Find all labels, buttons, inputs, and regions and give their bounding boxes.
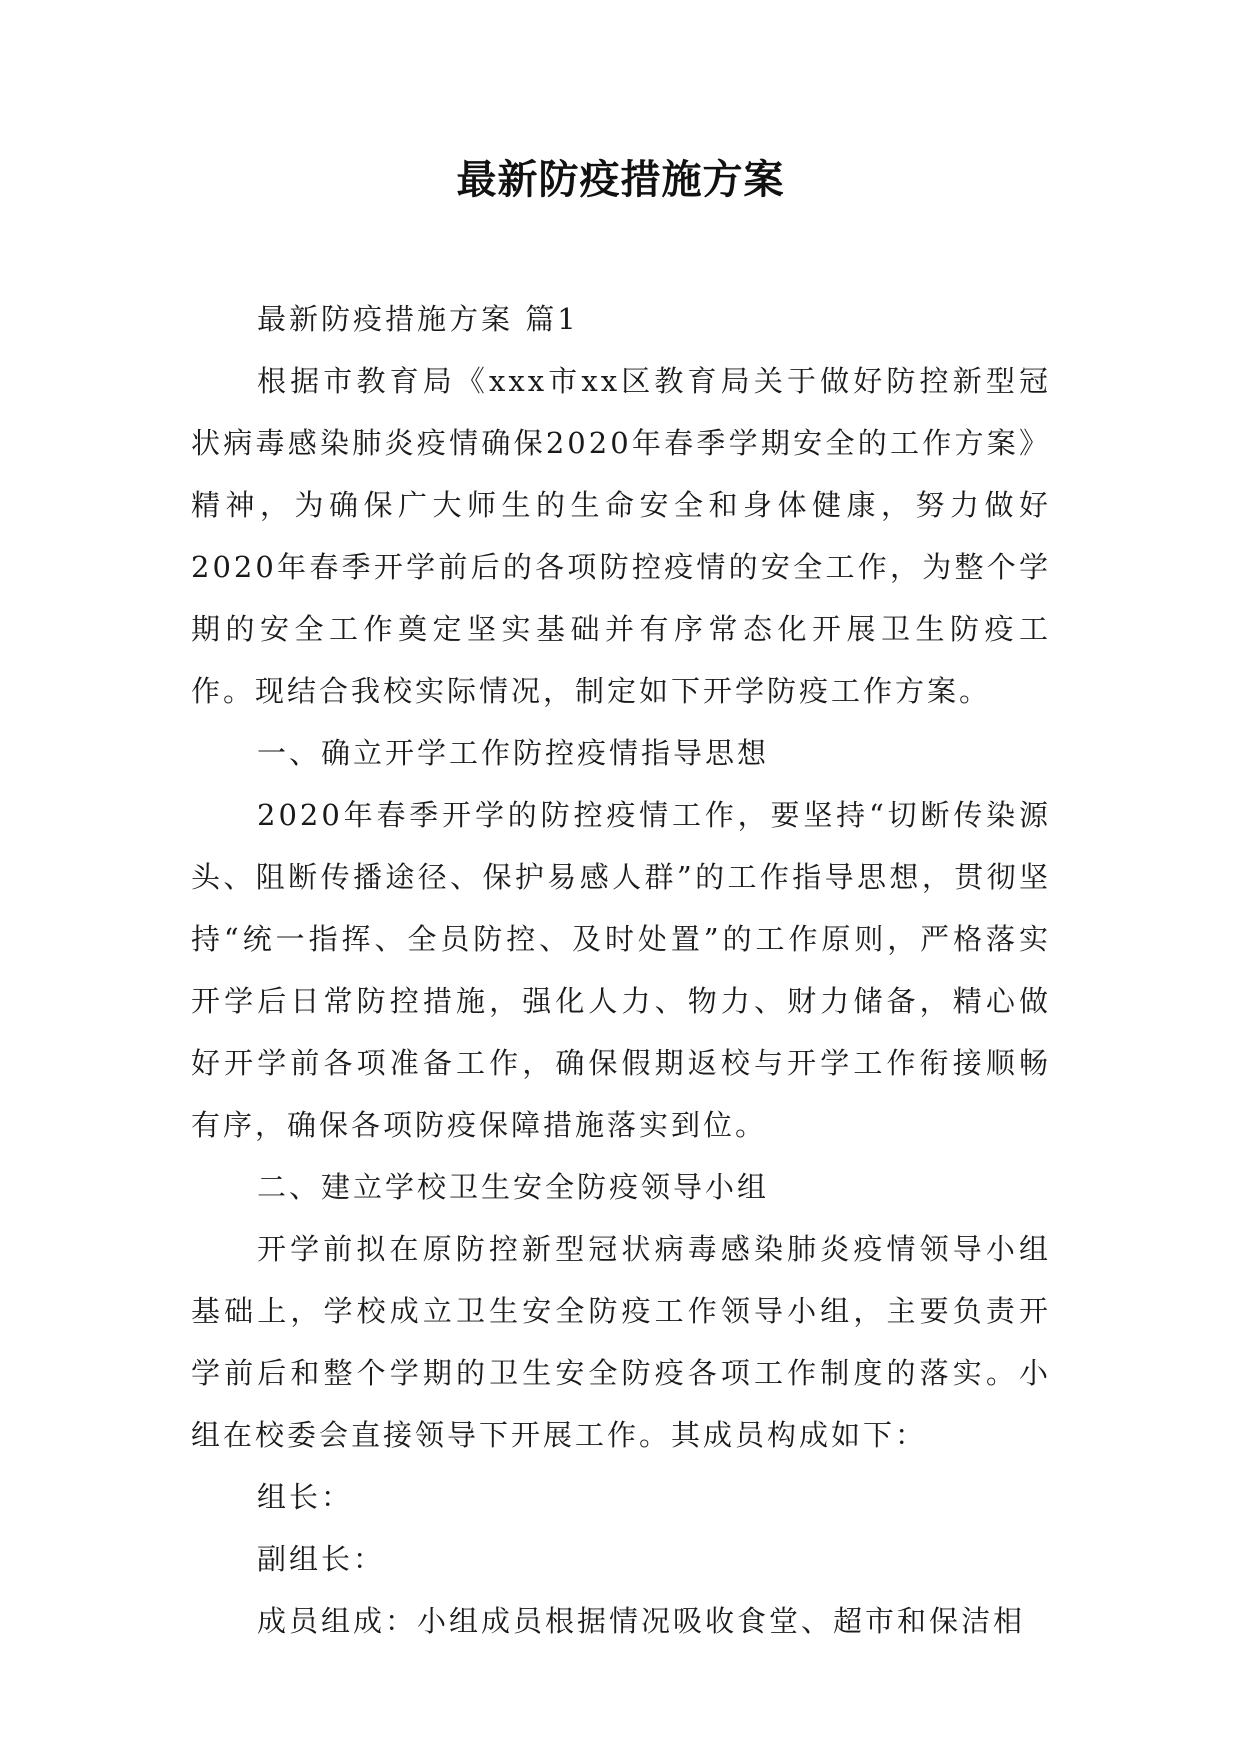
role-line-deputy-leader: 副组长： [257, 1542, 386, 1576]
section-heading: 二、建立学校卫生安全防疫领导小组 [257, 1170, 770, 1204]
section-heading: 一、确立开学工作防控疫情指导思想 [257, 736, 770, 770]
document-title: 最新防疫措施方案 [456, 156, 785, 203]
role-line-group-leader: 组长： [257, 1480, 354, 1514]
body-paragraph: 根据市教育局《xxx市xx区教育局关于做好防控新型冠状病毒感染肺炎疫情确保2020年春季学期安全的工作方案》精神，为确保广大师生的生命安全和身体健康，努力做好2020年春季开学前后的各项防控疫情的安全工作，为整个学期的安全工作奠定坚实基础并有序常态化开展卫生防疫工作。现结合我校实际情况，制定如下开学防疫工作方案。 [191, 364, 1051, 708]
section-heading: 最新防疫措施方案 篇1 [257, 302, 579, 336]
body-paragraph: 开学前拟在原防控新型冠状病毒感染肺炎疫情领导小组基础上，学校成立卫生安全防疫工作领导小组，主要负责开学前后和整个学期的卫生安全防疫各项工作制度的落实。小组在校委会直接领导下开展工作。其成员构成如下： [191, 1232, 1051, 1452]
body-paragraph: 2020年春季开学的防控疫情工作，要坚持“切断传染源头、阻断传播途径、保护易感人群”的工作指导思想，贯彻坚持“统一指挥、全员防控、及时处置”的工作原则，严格落实开学后日常防控措施，强化人力、物力、财力储备，精心做好开学前各项准备工作，确保假期返校与开学工作衔接顺畅有序，确保各项防疫保障措施落实到位。 [191, 798, 1051, 1142]
role-line-members: 成员组成：小组成员根据情况吸收食堂、超市和保洁相 [257, 1604, 1026, 1638]
document-body [191, 288, 1051, 1652]
